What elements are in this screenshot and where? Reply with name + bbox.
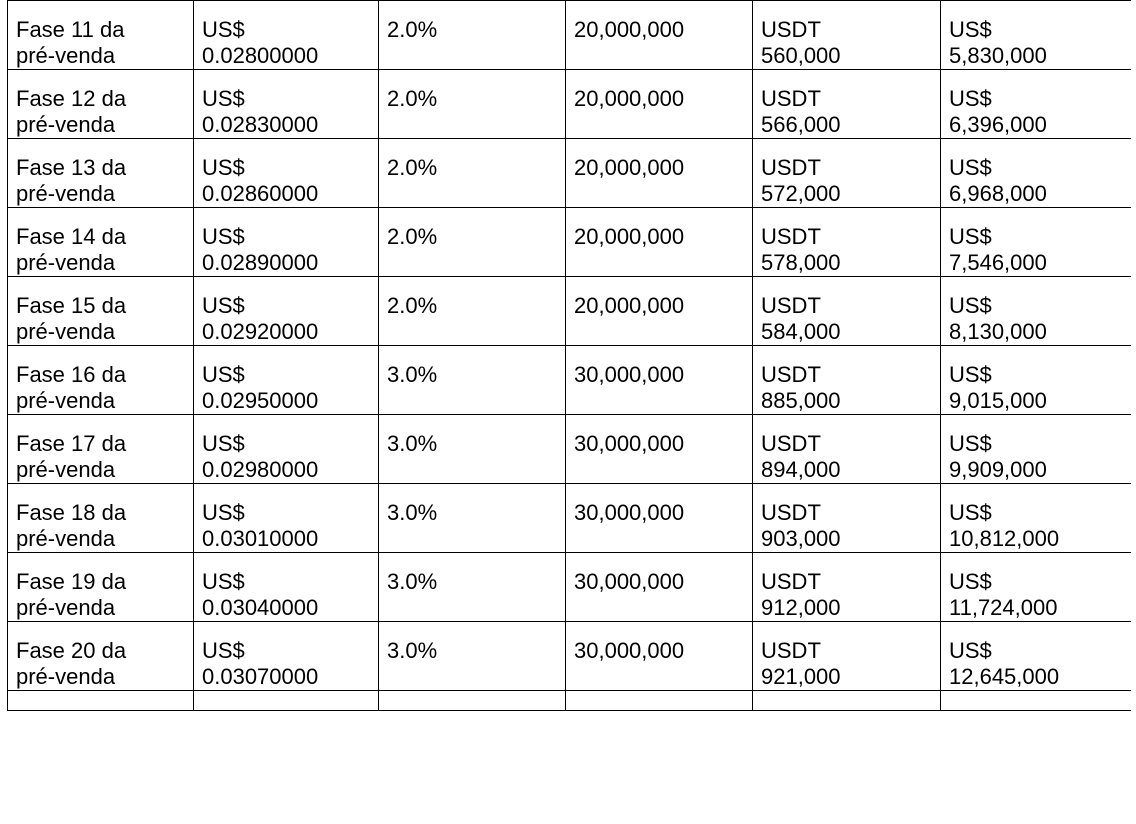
- table-row: [8, 208, 1132, 277]
- usdt-raise-cell: USDT 578,000: [753, 208, 941, 277]
- token-price-cell: US$ 0.02830000: [194, 70, 379, 139]
- phase-cell: Fase 15 da pré-venda: [8, 277, 194, 346]
- allocation-percent-cell: 3.0%: [379, 415, 566, 484]
- phase-cell: Fase 18 da pré-venda: [8, 484, 194, 553]
- allocation-percent-cell: 3.0%: [379, 346, 566, 415]
- usdt-raise-cell: USDT 912,000: [753, 553, 941, 622]
- allocation-percent-cell: 2.0%: [379, 1, 566, 70]
- token-price-cell: US$ 0.03070000: [194, 622, 379, 691]
- cumulative-total-cell: US$ 6,968,000: [941, 139, 1132, 208]
- token-price-cell: US$ 0.02920000: [194, 277, 379, 346]
- phase-cell: Fase 17 da pré-venda: [8, 415, 194, 484]
- token-price-cell: US$ 0.02890000: [194, 208, 379, 277]
- usdt-raise-cell: USDT 560,000: [753, 1, 941, 70]
- allocation-percent-cell: 3.0%: [379, 553, 566, 622]
- table-body: [8, 1, 1132, 711]
- token-amount-cell: 20,000,000: [566, 208, 753, 277]
- phase-cell: Fase 11 da pré-venda: [8, 1, 194, 70]
- token-amount-cell: 30,000,000: [566, 622, 753, 691]
- table-row: [8, 1, 1132, 70]
- token-amount-cell: 30,000,000: [566, 415, 753, 484]
- presale-phases-table: [7, 0, 1131, 711]
- token-amount-cell: 30,000,000: [566, 553, 753, 622]
- token-amount-cell: 20,000,000: [566, 277, 753, 346]
- token-amount-cell: 20,000,000: [566, 139, 753, 208]
- token-price-cell: US$ 0.02950000: [194, 346, 379, 415]
- usdt-raise-cell: USDT 921,000: [753, 622, 941, 691]
- cumulative-total-cell: US$ 7,546,000: [941, 208, 1132, 277]
- empty-cell: [194, 691, 379, 711]
- token-price-cell: US$ 0.02800000: [194, 1, 379, 70]
- table-row: [8, 277, 1132, 346]
- empty-cell: [753, 691, 941, 711]
- phase-cell: Fase 16 da pré-venda: [8, 346, 194, 415]
- usdt-raise-cell: USDT 566,000: [753, 70, 941, 139]
- token-amount-cell: 30,000,000: [566, 346, 753, 415]
- cumulative-total-cell: US$ 11,724,000: [941, 553, 1132, 622]
- cumulative-total-cell: US$ 10,812,000: [941, 484, 1132, 553]
- empty-cell: [566, 691, 753, 711]
- usdt-raise-cell: USDT 885,000: [753, 346, 941, 415]
- cumulative-total-cell: US$ 9,909,000: [941, 415, 1132, 484]
- table-row: [8, 415, 1132, 484]
- allocation-percent-cell: 2.0%: [379, 139, 566, 208]
- cumulative-total-cell: US$ 12,645,000: [941, 622, 1132, 691]
- table-row-partial: [8, 691, 1132, 711]
- allocation-percent-cell: 3.0%: [379, 622, 566, 691]
- empty-cell: [379, 691, 566, 711]
- allocation-percent-cell: 2.0%: [379, 70, 566, 139]
- presale-table-container: [7, 0, 1131, 824]
- usdt-raise-cell: USDT 584,000: [753, 277, 941, 346]
- allocation-percent-cell: 2.0%: [379, 208, 566, 277]
- usdt-raise-cell: USDT 572,000: [753, 139, 941, 208]
- phase-cell: Fase 20 da pré-venda: [8, 622, 194, 691]
- table-row: [8, 484, 1132, 553]
- table-row: [8, 139, 1132, 208]
- token-price-cell: US$ 0.02860000: [194, 139, 379, 208]
- phase-cell: Fase 14 da pré-venda: [8, 208, 194, 277]
- token-amount-cell: 20,000,000: [566, 1, 753, 70]
- cumulative-total-cell: US$ 5,830,000: [941, 1, 1132, 70]
- empty-cell: [8, 691, 194, 711]
- usdt-raise-cell: USDT 903,000: [753, 484, 941, 553]
- phase-cell: Fase 12 da pré-venda: [8, 70, 194, 139]
- table-row: [8, 70, 1132, 139]
- table-row: [8, 346, 1132, 415]
- allocation-percent-cell: 2.0%: [379, 277, 566, 346]
- table-row: [8, 553, 1132, 622]
- allocation-percent-cell: 3.0%: [379, 484, 566, 553]
- cumulative-total-cell: US$ 9,015,000: [941, 346, 1132, 415]
- cumulative-total-cell: US$ 8,130,000: [941, 277, 1132, 346]
- token-price-cell: US$ 0.03010000: [194, 484, 379, 553]
- token-price-cell: US$ 0.03040000: [194, 553, 379, 622]
- cumulative-total-cell: US$ 6,396,000: [941, 70, 1132, 139]
- phase-cell: Fase 13 da pré-venda: [8, 139, 194, 208]
- phase-cell: Fase 19 da pré-venda: [8, 553, 194, 622]
- token-price-cell: US$ 0.02980000: [194, 415, 379, 484]
- token-amount-cell: 30,000,000: [566, 484, 753, 553]
- token-amount-cell: 20,000,000: [566, 70, 753, 139]
- table-row: [8, 622, 1132, 691]
- usdt-raise-cell: USDT 894,000: [753, 415, 941, 484]
- empty-cell: [941, 691, 1132, 711]
